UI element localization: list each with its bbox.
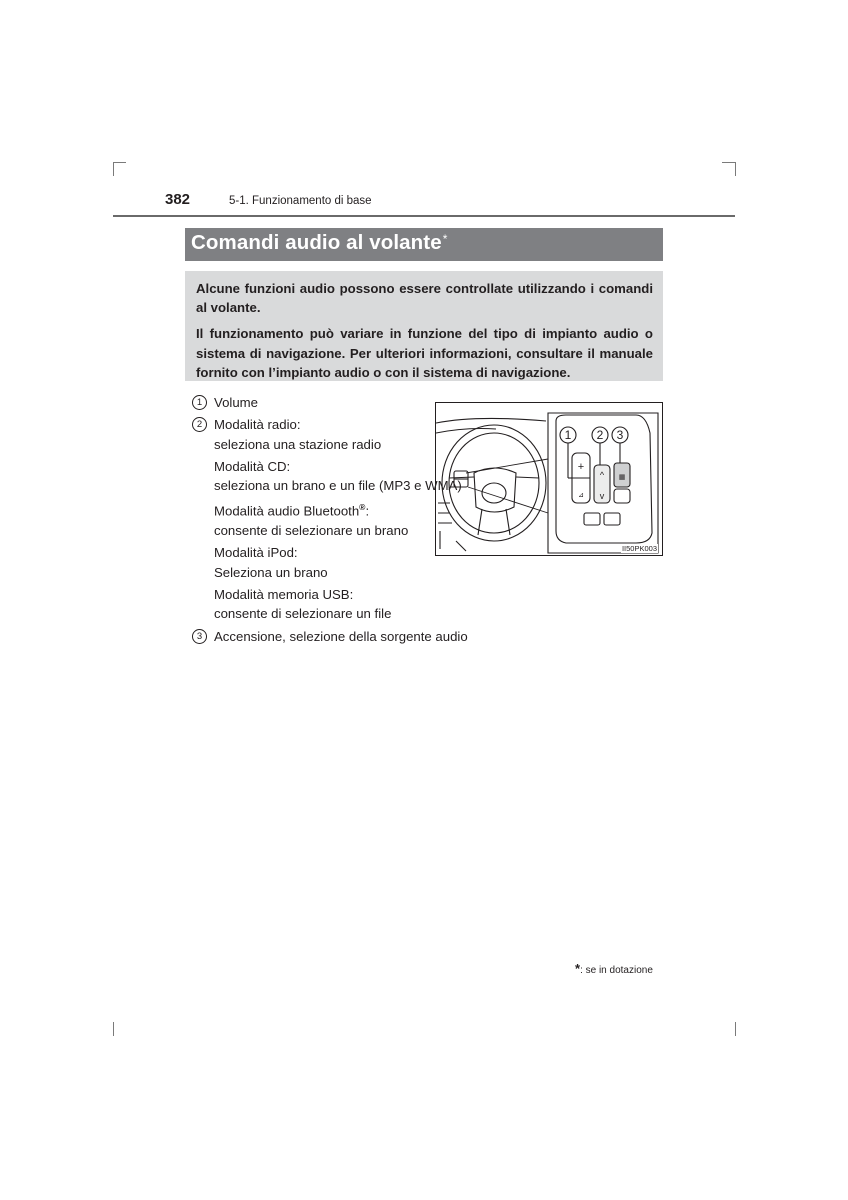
item-desc: Seleziona un brano (214, 564, 328, 580)
title-bar (185, 228, 663, 261)
item-label: Volume (214, 395, 258, 410)
number-circle: 1 (192, 395, 207, 410)
steering-wheel-drawing (436, 403, 663, 556)
list-item (192, 393, 462, 412)
number-circle: 3 (192, 629, 207, 644)
crop-mark (113, 162, 126, 163)
number-circle: 2 (192, 417, 207, 432)
footnote-marker: * (575, 961, 581, 976)
crop-mark (113, 162, 114, 176)
plus-icon: + (577, 461, 585, 473)
item-label: Modalità radio: (214, 417, 301, 433)
item-label: Accensione, selezione della sorgente audio (214, 628, 468, 644)
mode-icon: ▦ (618, 474, 626, 481)
callout-1: 1 (564, 428, 572, 442)
callout-3: 3 (616, 428, 624, 442)
footnote-text: : se in dotazione (580, 965, 653, 976)
list-item (192, 415, 462, 623)
figure-code: II50PK003 (621, 544, 657, 553)
page-number: 382 (165, 191, 191, 208)
minus-icon: ⊿ (578, 492, 584, 499)
controls-list (192, 393, 468, 649)
up-arrow-icon: ^ (599, 470, 605, 480)
item-desc: consente di selezionare un brano (214, 523, 409, 539)
steering-wheel-illustration (435, 402, 663, 556)
intro-box (185, 271, 663, 381)
item-sublabel: Modalità memoria USB: (214, 587, 354, 603)
intro-paragraph: Il funzionamento può variare in funzione del tipo di impianto audio o sistema di navigazione. Per ulteriori informazioni, consultare il manuale fornito con l’impianto audio o con il sistema di navigazione. (196, 326, 653, 380)
item-sublabel (214, 498, 462, 521)
item-desc: seleziona una stazione radio (214, 436, 382, 452)
item-sublabel: Modalità CD: (214, 458, 291, 474)
section-title: 5-1. Funzionamento di base (229, 195, 372, 207)
down-arrow-icon: v (599, 491, 605, 501)
item-desc: seleziona un brano e un file (MP3 e WMA) (214, 478, 462, 494)
footnote (575, 961, 653, 976)
item-sublabel: Modalità iPod: (214, 545, 298, 561)
crop-mark (113, 1022, 114, 1036)
title-marker: * (442, 232, 448, 246)
page-title: Comandi audio al volante (191, 231, 442, 254)
bluetooth-label: Modalità audio Bluetooth (214, 503, 360, 519)
label-colon: : (365, 503, 370, 519)
crop-mark (735, 1022, 736, 1036)
callout-2: 2 (596, 428, 604, 442)
item-desc: consente di selezionare un file (214, 606, 392, 622)
intro-paragraph: Alcune funzioni audio possono essere controllate utilizzando i comandi al volante. (196, 281, 653, 316)
crop-mark (735, 162, 736, 176)
header-rule (113, 215, 735, 217)
list-item (192, 627, 468, 646)
crop-mark (722, 162, 735, 163)
registered-mark: ® (359, 502, 366, 513)
